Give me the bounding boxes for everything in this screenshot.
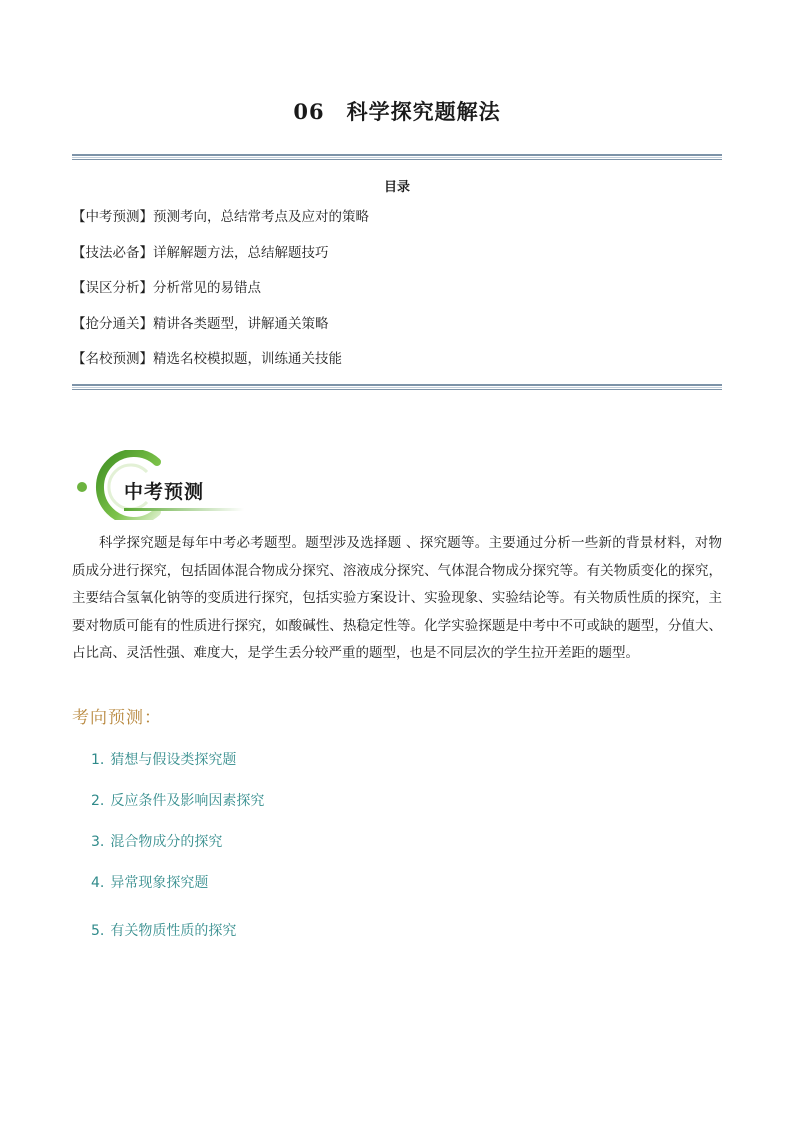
toc-desc: 预测考向，总结常考点及应对的策略 (153, 209, 369, 225)
list-index: 3. (91, 834, 105, 850)
list-text: 反应条件及影响因素探究 (110, 793, 265, 809)
trend-list (91, 750, 264, 962)
toc-desc: 精选名校模拟题，训练通关技能 (153, 351, 342, 367)
toc-list (72, 208, 369, 386)
section-title: 中考预测 (124, 481, 205, 503)
list-text: 异常现象探究题 (110, 875, 209, 891)
list-index: 1. (91, 752, 105, 768)
intro-paragraph: 科学探究题是每年中考必考题型。题型涉及选择题 、探究题等。主要通过分析一些新的背景材料，对物质成分进行探究，包括固体混合物成分探究、溶液成分探究、气体混合物成分探究等。有关物质变化的探究，主要结合氢氧化钠等的变质进行探究，包括实验方案设计、实验现象、实验结论等。有关物质性质的探究，主要对物质可能有的性质进行探究，如酸碱性、热稳定性等。化学实验探题是中考中不可或缺的题型，分值大、占比高、灵活性强、难度大，是学生丢分较严重的题型，也是不同层次的学生拉开差距的题型。 (72, 535, 722, 661)
toc-item-school-forecast (72, 350, 369, 386)
page-title (0, 96, 794, 126)
toc-tag: 【名校预测】 (72, 351, 153, 367)
toc-item-forecast (72, 208, 369, 244)
toc-tag: 【技法必备】 (72, 244, 153, 261)
toc-item-mistakes (72, 279, 369, 315)
list-text: 有关物质性质的探究 (110, 923, 237, 939)
title-number: 06 (293, 99, 325, 124)
toc-desc: 分析常见的易错点 (153, 280, 261, 296)
list-item (91, 921, 264, 962)
list-index: 5. (91, 923, 105, 939)
list-item (91, 873, 264, 914)
trend-heading: 考向预测： (72, 708, 162, 728)
toc-heading: 目录 (383, 180, 410, 195)
toc-tag: 【中考预测】 (72, 209, 153, 225)
toc-desc: 详解解题方法，总结解题技巧 (153, 244, 329, 261)
divider-top (72, 154, 722, 160)
list-item (91, 791, 264, 832)
toc-tag: 【误区分析】 (72, 280, 153, 296)
title-text: 科学探究题解法 (346, 99, 501, 124)
list-text: 混合物成分的探究 (110, 834, 223, 850)
list-index: 4. (91, 875, 105, 891)
toc-desc: 精讲各类题型，讲解通关策略 (153, 315, 329, 332)
toc-item-methods (72, 244, 369, 280)
list-item (91, 750, 264, 791)
divider-bottom (72, 384, 722, 390)
section-header (72, 450, 252, 520)
list-item (91, 832, 264, 873)
toc-item-scoring (72, 315, 369, 351)
list-text: 猜想与假设类探究题 (110, 752, 237, 768)
toc-tag: 【抢分通关】 (72, 315, 153, 332)
list-index: 2. (91, 793, 105, 809)
